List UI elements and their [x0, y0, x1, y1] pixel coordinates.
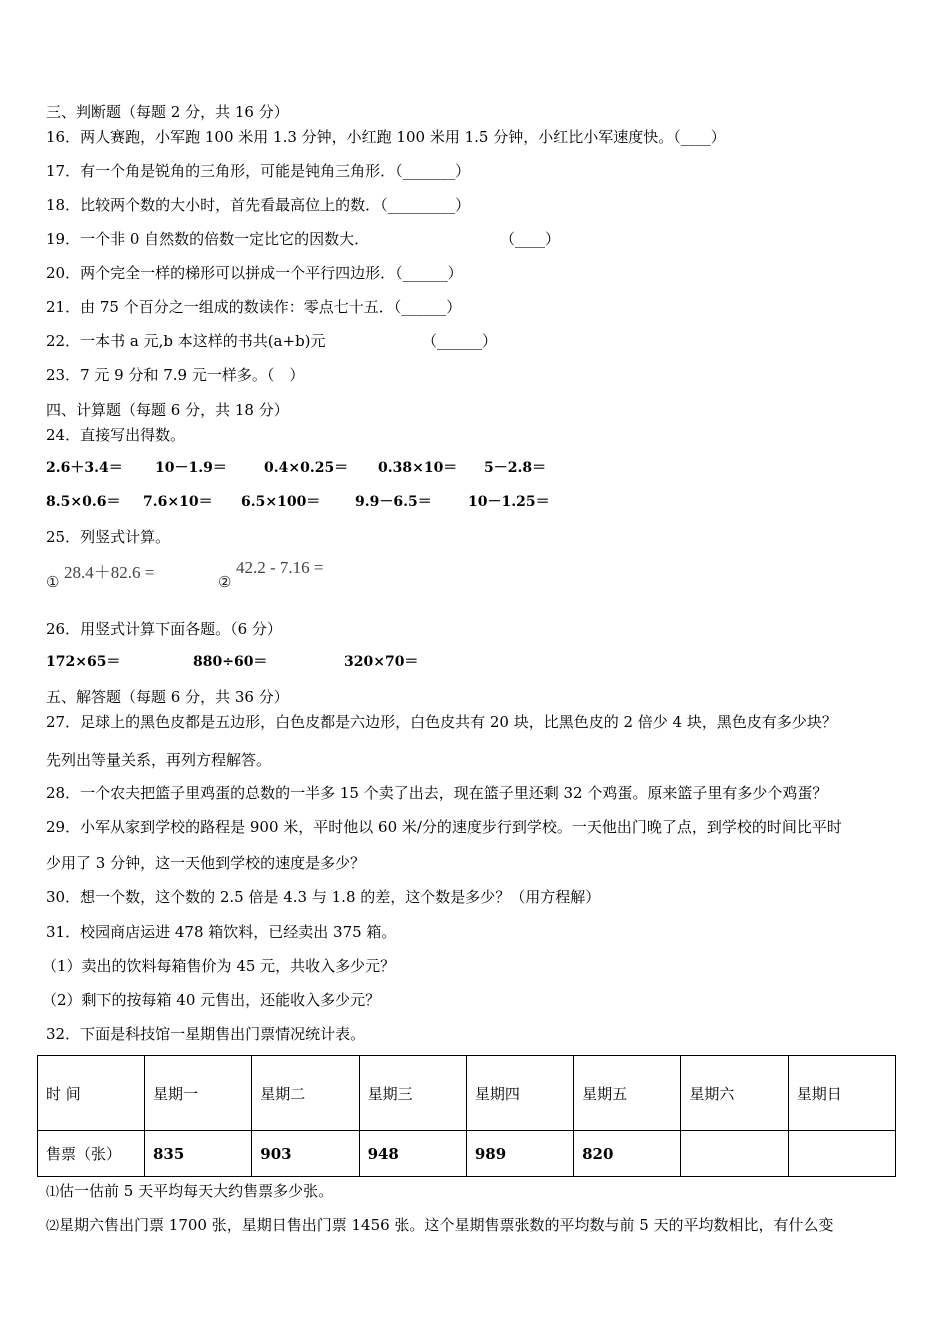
- table-cell: 时 间: [38, 1056, 145, 1131]
- question-29-cont: 少用了 3 分钟，这一天他到学校的速度是多少？: [46, 854, 366, 872]
- question-19: 19．一个非 0 自然数的倍数一定比它的因数大．: [46, 230, 370, 248]
- calc-item: 10－1.25＝: [468, 494, 550, 510]
- vertical-calc-1: 28.4＋82.6 =: [64, 563, 155, 582]
- question-30: 30．想一个数，这个数的 2.5 倍是 4.3 与 1.8 的差，这个数是多少？（用方程解）: [46, 888, 601, 906]
- table-cell: 星期一: [145, 1056, 252, 1131]
- table-cell: [681, 1131, 788, 1177]
- table-cell: 星期五: [574, 1056, 681, 1131]
- question-17: 17．有一个角是锐角的三角形，可能是钝角三角形．（_______）: [46, 162, 471, 180]
- calc-item: 7.6×10＝: [143, 494, 213, 510]
- part-number: ⑵: [46, 1219, 60, 1234]
- question-20: 20．两个完全一样的梯形可以拼成一个平行四边形．（______）: [46, 264, 463, 282]
- table-cell: 星期六: [681, 1056, 788, 1131]
- calc-item: 0.38×10＝: [378, 460, 458, 476]
- table-cell: 星期日: [788, 1056, 895, 1131]
- table-cell: 售票（张）: [38, 1131, 145, 1177]
- calc-item: 2.6＋3.4＝: [46, 460, 123, 476]
- table-cell: 835: [145, 1131, 252, 1177]
- vertical-calc-2: 42.2 - 7.16 =: [236, 558, 324, 577]
- question-31-part-1: （1）卖出的饮料每箱售价为 45 元，共收入多少元？: [42, 957, 396, 975]
- question-32: 32．下面是科技馆一星期售出门票情况统计表。: [46, 1025, 366, 1043]
- part-number: ⑴: [46, 1185, 60, 1200]
- question-31: 31．校园商店运进 478 箱饮料，已经卖出 375 箱。: [46, 923, 397, 941]
- question-21: 21．由 75 个百分之一组成的数读作：零点七十五．（______）: [46, 298, 462, 316]
- calc-item: 5－2.8＝: [484, 460, 547, 476]
- part-text: 星期六售出门票 1700 张，星期日售出门票 1456 张。这个星期售票张数的平均数与前 5 天的平均数相比，有什么变: [59, 1216, 834, 1234]
- table-cell: 989: [466, 1131, 573, 1177]
- question-22: 22．一本书 a 元,b 本这样的书共(a+b)元: [46, 332, 326, 350]
- question-31-part-2: （2）剩下的按每箱 40 元售出，还能收入多少元？: [42, 991, 381, 1009]
- ticket-sales-table: [37, 1055, 896, 1177]
- calc-item: 320×70＝: [344, 654, 419, 670]
- question-23: 23．7 元 9 分和 7.9 元一样多。（ ）: [46, 366, 305, 384]
- table-cell: 星期二: [252, 1056, 359, 1131]
- question-32-part-2: [46, 1215, 834, 1237]
- question-26: 26．用竖式计算下面各题。（6 分）: [46, 620, 282, 638]
- calc-item: 0.4×0.25＝: [264, 460, 349, 476]
- calc-item: 6.5×100＝: [241, 494, 321, 510]
- table-cell: 903: [252, 1131, 359, 1177]
- calc-item: 9.9－6.5＝: [355, 494, 432, 510]
- calc-item: 172×65＝: [46, 654, 121, 670]
- calc-item: 880÷60＝: [193, 654, 268, 670]
- section-4-heading: 四、计算题（每题 6 分，共 18 分）: [46, 401, 289, 419]
- item-number-1: ①: [46, 573, 60, 591]
- calc-item: 10－1.9＝: [155, 460, 227, 476]
- question-28: 28．一个农夫把篮子里鸡蛋的总数的一半多 15 个卖了出去，现在篮子里还剩 32 个鸡蛋。原来篮子里有多少个鸡蛋？: [46, 784, 828, 802]
- table-cell: 星期四: [466, 1056, 573, 1131]
- table-cell: 820: [574, 1131, 681, 1177]
- question-24: 24．直接写出得数。: [46, 426, 186, 444]
- table-header-row: [38, 1056, 896, 1131]
- item-number-2: ②: [218, 573, 232, 591]
- table-cell: 星期三: [359, 1056, 466, 1131]
- question-22-blank: （______）: [422, 332, 498, 350]
- question-19-blank: （____）: [500, 230, 561, 248]
- question-27: 27．足球上的黑色皮都是五边形，白色皮都是六边形，白色皮共有 20 块，比黑色皮的 2 倍少 4 块，黑色皮有多少块？: [46, 713, 837, 731]
- question-27-cont: 先列出等量关系，再列方程解答。: [46, 751, 272, 769]
- table-cell: [788, 1131, 895, 1177]
- question-29: 29．小军从家到学校的路程是 900 米，平时他以 60 米/分的速度步行到学校。一天他出门晚了点，到学校的时间比平时: [46, 818, 842, 836]
- table-cell: 948: [359, 1131, 466, 1177]
- question-18: 18．比较两个数的大小时，首先看最高位上的数．（_________）: [46, 196, 471, 214]
- question-16: 16．两人赛跑，小军跑 100 米用 1.3 分钟，小红跑 100 米用 1.5 分钟，小红比小军速度快。（____）: [46, 128, 726, 146]
- part-text: 估一估前 5 天平均每天大约售票多少张。: [59, 1182, 334, 1200]
- question-25: 25．列竖式计算。: [46, 528, 171, 546]
- question-32-part-1: [46, 1181, 333, 1203]
- calc-item: 8.5×0.6＝: [46, 494, 121, 510]
- table-row: [38, 1131, 896, 1177]
- section-5-heading: 五、解答题（每题 6 分，共 36 分）: [46, 688, 289, 706]
- section-3-heading: 三、判断题（每题 2 分，共 16 分）: [46, 103, 289, 121]
